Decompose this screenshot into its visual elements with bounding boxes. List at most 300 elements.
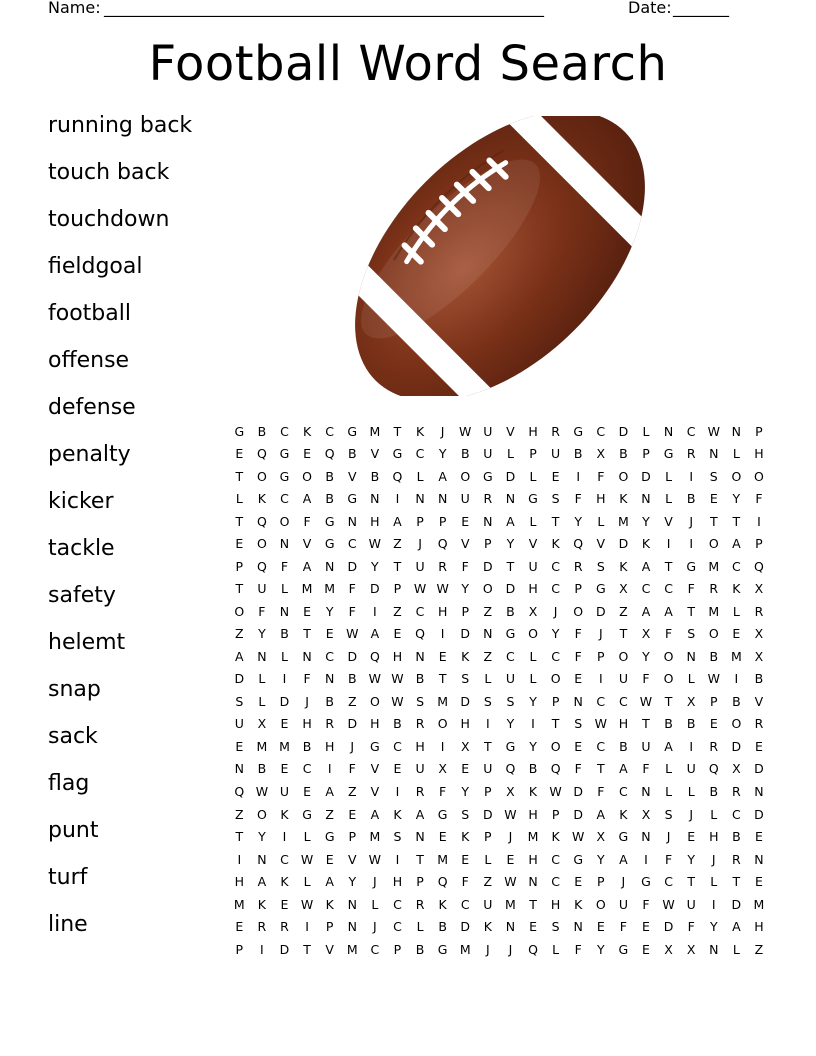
grid-letter[interactable]: B bbox=[573, 446, 583, 462]
grid-letter[interactable]: Y bbox=[348, 874, 357, 890]
grid-letter[interactable]: R bbox=[754, 716, 764, 732]
grid-letter[interactable]: B bbox=[280, 626, 289, 642]
grid-letter[interactable]: K bbox=[461, 648, 470, 664]
grid-letter[interactable]: K bbox=[528, 784, 538, 799]
grid-letter[interactable]: T bbox=[664, 558, 673, 574]
grid-letter[interactable]: F bbox=[574, 761, 582, 777]
grid-letter[interactable]: G bbox=[505, 738, 516, 754]
grid-letter[interactable]: L bbox=[552, 941, 560, 957]
grid-letter[interactable]: L bbox=[484, 671, 492, 687]
grid-letter[interactable]: O bbox=[279, 513, 290, 529]
grid-letter[interactable]: T bbox=[303, 941, 311, 957]
grid-letter[interactable]: D bbox=[483, 558, 493, 574]
grid-letter[interactable]: Y bbox=[529, 738, 537, 754]
grid-letter[interactable]: K bbox=[641, 536, 651, 552]
grid-letter[interactable]: I bbox=[440, 738, 445, 754]
grid-letter[interactable]: W bbox=[368, 536, 382, 552]
grid-letter[interactable]: O bbox=[663, 648, 674, 664]
grid-letter[interactable]: B bbox=[754, 671, 764, 687]
grid-letter[interactable]: D bbox=[731, 896, 742, 912]
grid-letter[interactable]: B bbox=[460, 446, 470, 462]
grid-letter[interactable]: S bbox=[551, 919, 560, 935]
grid-letter[interactable]: B bbox=[302, 738, 312, 754]
grid-letter[interactable]: A bbox=[438, 468, 447, 484]
grid-letter[interactable]: Q bbox=[256, 558, 267, 574]
grid-letter[interactable]: S bbox=[574, 716, 583, 732]
grid-letter[interactable]: N bbox=[347, 513, 357, 529]
grid-letter[interactable]: Y bbox=[325, 603, 334, 619]
grid-letter[interactable]: G bbox=[573, 851, 584, 867]
grid-letter[interactable]: Y bbox=[438, 446, 447, 462]
grid-letter[interactable]: S bbox=[393, 829, 402, 845]
grid-letter[interactable]: X bbox=[754, 626, 764, 642]
grid-letter[interactable]: E bbox=[235, 738, 244, 754]
grid-letter[interactable]: E bbox=[461, 513, 470, 529]
grid-letter[interactable]: D bbox=[505, 468, 516, 484]
grid-letter[interactable]: T bbox=[438, 671, 447, 687]
grid-letter[interactable]: V bbox=[302, 536, 312, 552]
grid-letter[interactable]: H bbox=[392, 648, 403, 664]
grid-letter[interactable]: D bbox=[234, 671, 245, 687]
grid-letter[interactable]: J bbox=[373, 919, 377, 935]
grid-letter[interactable]: U bbox=[415, 761, 425, 777]
grid-letter[interactable]: G bbox=[595, 581, 606, 597]
grid-letter[interactable]: U bbox=[618, 896, 628, 912]
grid-letter[interactable]: M bbox=[324, 581, 336, 597]
grid-letter[interactable]: F bbox=[258, 603, 266, 619]
grid-letter[interactable]: N bbox=[754, 784, 764, 799]
grid-letter[interactable]: N bbox=[347, 896, 357, 912]
grid-letter[interactable]: R bbox=[257, 919, 267, 935]
grid-letter[interactable]: C bbox=[393, 896, 402, 912]
grid-letter[interactable]: P bbox=[642, 446, 650, 462]
grid-letter[interactable]: C bbox=[415, 446, 425, 462]
grid-letter[interactable]: Y bbox=[461, 581, 470, 597]
grid-letter[interactable]: U bbox=[618, 671, 628, 687]
grid-letter[interactable]: N bbox=[686, 648, 696, 664]
grid-letter[interactable]: G bbox=[482, 468, 493, 484]
grid-letter[interactable]: G bbox=[528, 491, 538, 507]
grid-letter[interactable]: P bbox=[484, 784, 492, 799]
grid-letter[interactable]: H bbox=[302, 716, 312, 732]
grid-letter[interactable]: T bbox=[393, 558, 402, 574]
grid-letter[interactable]: I bbox=[260, 941, 264, 957]
grid-letter[interactable]: U bbox=[505, 671, 515, 687]
grid-letter[interactable]: C bbox=[596, 693, 606, 709]
grid-letter[interactable]: L bbox=[732, 446, 740, 462]
grid-letter[interactable]: C bbox=[280, 851, 289, 867]
grid-letter[interactable]: N bbox=[573, 693, 583, 709]
grid-letter[interactable]: M bbox=[279, 738, 290, 754]
grid-letter[interactable]: G bbox=[279, 468, 290, 484]
grid-letter[interactable]: K bbox=[280, 874, 289, 890]
grid-letter[interactable]: U bbox=[686, 761, 696, 777]
grid-letter[interactable]: P bbox=[325, 919, 334, 935]
grid-letter[interactable]: I bbox=[373, 603, 377, 619]
grid-letter[interactable]: N bbox=[709, 941, 719, 957]
grid-letter[interactable]: G bbox=[437, 941, 448, 957]
grid-letter[interactable]: M bbox=[301, 581, 313, 597]
grid-letter[interactable]: B bbox=[619, 738, 628, 754]
grid-letter[interactable]: E bbox=[642, 941, 650, 957]
grid-letter[interactable]: L bbox=[732, 603, 740, 619]
grid-letter[interactable]: P bbox=[461, 603, 469, 619]
grid-letter[interactable]: S bbox=[461, 671, 470, 687]
grid-letter[interactable]: D bbox=[754, 761, 764, 777]
grid-letter[interactable]: P bbox=[709, 693, 718, 709]
grid-letter[interactable]: K bbox=[483, 919, 492, 935]
grid-letter[interactable]: T bbox=[484, 738, 492, 754]
grid-letter[interactable]: I bbox=[282, 671, 287, 687]
grid-letter[interactable]: W bbox=[662, 896, 675, 912]
grid-letter[interactable]: E bbox=[642, 919, 650, 935]
grid-letter[interactable]: E bbox=[393, 761, 402, 777]
grid-letter[interactable]: W bbox=[391, 671, 404, 687]
grid-letter[interactable]: I bbox=[305, 919, 309, 935]
grid-letter[interactable]: O bbox=[369, 693, 380, 709]
grid-letter[interactable]: L bbox=[529, 648, 537, 664]
grid-letter[interactable]: Q bbox=[369, 648, 380, 664]
grid-letter[interactable]: X bbox=[460, 738, 470, 754]
grid-letter[interactable]: S bbox=[551, 491, 560, 507]
grid-letter[interactable]: A bbox=[732, 919, 741, 935]
grid-letter[interactable]: M bbox=[708, 603, 720, 619]
grid-letter[interactable]: J bbox=[418, 536, 422, 552]
grid-letter[interactable]: I bbox=[395, 491, 400, 507]
grid-letter[interactable]: G bbox=[324, 536, 335, 552]
grid-letter[interactable]: N bbox=[324, 671, 335, 687]
grid-letter[interactable]: I bbox=[576, 468, 581, 484]
grid-letter[interactable]: V bbox=[460, 536, 470, 552]
grid-letter[interactable]: M bbox=[505, 896, 516, 912]
grid-letter[interactable]: B bbox=[732, 693, 741, 709]
grid-letter[interactable]: O bbox=[256, 536, 267, 552]
grid-letter[interactable]: J bbox=[666, 829, 671, 845]
grid-letter[interactable]: R bbox=[709, 738, 719, 754]
grid-letter[interactable]: O bbox=[731, 716, 742, 732]
grid-letter[interactable]: T bbox=[732, 874, 741, 890]
grid-letter[interactable]: T bbox=[687, 603, 695, 619]
grid-letter[interactable]: V bbox=[370, 784, 380, 799]
grid-letter[interactable]: F bbox=[348, 761, 356, 777]
grid-letter[interactable]: D bbox=[573, 806, 584, 822]
grid-letter[interactable]: P bbox=[416, 513, 424, 529]
grid-letter[interactable]: P bbox=[484, 829, 492, 845]
grid-letter[interactable]: C bbox=[664, 581, 673, 597]
grid-letter[interactable]: A bbox=[393, 513, 402, 529]
grid-letter[interactable]: F bbox=[664, 626, 673, 642]
grid-letter[interactable]: D bbox=[754, 806, 764, 822]
grid-letter[interactable]: I bbox=[395, 851, 400, 867]
grid-letter[interactable]: Z bbox=[619, 603, 628, 619]
grid-letter[interactable]: B bbox=[325, 468, 334, 484]
grid-letter[interactable]: M bbox=[527, 829, 539, 845]
grid-letter[interactable]: O bbox=[550, 738, 561, 754]
grid-letter[interactable]: J bbox=[485, 941, 490, 957]
grid-letter[interactable]: K bbox=[393, 806, 402, 822]
grid-letter[interactable]: Q bbox=[505, 761, 516, 777]
grid-letter[interactable]: C bbox=[347, 536, 357, 552]
grid-letter[interactable]: E bbox=[348, 806, 357, 822]
grid-letter[interactable]: A bbox=[619, 851, 628, 867]
grid-letter[interactable]: X bbox=[754, 648, 764, 664]
grid-letter[interactable]: T bbox=[416, 851, 424, 867]
grid-letter[interactable]: G bbox=[618, 829, 629, 845]
grid-letter[interactable]: H bbox=[392, 874, 403, 890]
grid-letter[interactable]: C bbox=[393, 919, 402, 935]
grid-letter[interactable]: K bbox=[325, 896, 334, 912]
grid-letter[interactable]: C bbox=[596, 738, 606, 754]
grid-letter[interactable]: O bbox=[460, 468, 471, 484]
grid-letter[interactable]: I bbox=[689, 738, 694, 754]
grid-letter[interactable]: F bbox=[687, 919, 695, 935]
grid-letter[interactable]: L bbox=[416, 919, 424, 935]
grid-letter[interactable]: L bbox=[281, 648, 288, 664]
grid-letter[interactable]: Y bbox=[371, 558, 379, 574]
grid-letter[interactable]: Y bbox=[574, 513, 583, 529]
grid-letter[interactable]: K bbox=[619, 806, 628, 822]
grid-letter[interactable]: Y bbox=[506, 716, 515, 732]
grid-letter[interactable]: N bbox=[731, 423, 742, 439]
grid-letter[interactable]: G bbox=[279, 446, 290, 462]
grid-letter[interactable]: E bbox=[393, 626, 402, 642]
grid-letter[interactable]: B bbox=[257, 761, 267, 777]
grid-letter[interactable]: C bbox=[551, 874, 560, 890]
grid-letter[interactable]: G bbox=[641, 874, 651, 890]
grid-letter[interactable]: W bbox=[346, 626, 359, 642]
grid-letter[interactable]: S bbox=[483, 693, 492, 709]
grid-letter[interactable]: Q bbox=[708, 761, 719, 777]
grid-letter[interactable]: E bbox=[506, 851, 515, 867]
grid-letter[interactable]: T bbox=[664, 693, 673, 709]
grid-letter[interactable]: M bbox=[369, 829, 381, 845]
grid-letter[interactable]: B bbox=[709, 648, 719, 664]
grid-letter[interactable]: C bbox=[280, 491, 289, 507]
grid-letter[interactable]: O bbox=[708, 626, 719, 642]
grid-letter[interactable]: R bbox=[415, 716, 425, 732]
grid-letter[interactable]: N bbox=[709, 446, 719, 462]
grid-letter[interactable]: D bbox=[347, 716, 358, 732]
grid-letter[interactable]: D bbox=[618, 423, 629, 439]
grid-letter[interactable]: S bbox=[235, 693, 244, 709]
grid-letter[interactable]: H bbox=[437, 603, 448, 619]
grid-letter[interactable]: A bbox=[641, 558, 651, 574]
grid-letter[interactable]: D bbox=[460, 693, 471, 709]
grid-letter[interactable]: Q bbox=[392, 468, 403, 484]
grid-letter[interactable]: Q bbox=[437, 536, 448, 552]
grid-letter[interactable]: Z bbox=[235, 626, 244, 642]
grid-letter[interactable]: G bbox=[302, 806, 312, 822]
grid-letter[interactable]: G bbox=[505, 626, 516, 642]
grid-letter[interactable]: O bbox=[528, 626, 538, 642]
date-blank-line[interactable]: _______ bbox=[673, 0, 729, 17]
grid-letter[interactable]: Q bbox=[528, 941, 538, 957]
grid-letter[interactable]: I bbox=[644, 851, 648, 867]
grid-letter[interactable]: F bbox=[597, 784, 605, 799]
grid-letter[interactable]: E bbox=[461, 851, 470, 867]
grid-letter[interactable]: F bbox=[574, 626, 582, 642]
grid-letter[interactable]: E bbox=[280, 716, 289, 732]
grid-letter[interactable]: O bbox=[302, 468, 312, 484]
grid-letter[interactable]: E bbox=[755, 738, 763, 754]
grid-letter[interactable]: A bbox=[325, 784, 334, 799]
grid-letter[interactable]: D bbox=[279, 693, 290, 709]
grid-letter[interactable]: H bbox=[754, 919, 764, 935]
grid-letter[interactable]: T bbox=[506, 558, 515, 574]
grid-letter[interactable]: O bbox=[256, 806, 267, 822]
grid-letter[interactable]: F bbox=[642, 896, 650, 912]
grid-letter[interactable]: T bbox=[393, 423, 402, 439]
grid-letter[interactable]: F bbox=[687, 581, 695, 597]
grid-letter[interactable]: F bbox=[642, 671, 650, 687]
grid-letter[interactable]: Q bbox=[324, 446, 335, 462]
grid-letter[interactable]: U bbox=[483, 423, 493, 439]
grid-letter[interactable]: D bbox=[460, 919, 471, 935]
grid-letter[interactable]: P bbox=[551, 806, 560, 822]
grid-letter[interactable]: M bbox=[753, 896, 765, 912]
grid-letter[interactable]: E bbox=[732, 626, 741, 642]
grid-letter[interactable]: N bbox=[279, 536, 290, 552]
grid-letter[interactable]: D bbox=[573, 784, 584, 799]
grid-letter[interactable]: R bbox=[686, 446, 696, 462]
grid-letter[interactable]: X bbox=[596, 829, 606, 845]
grid-letter[interactable]: E bbox=[596, 919, 605, 935]
grid-letter[interactable]: D bbox=[347, 558, 358, 574]
grid-letter[interactable]: B bbox=[664, 716, 673, 732]
grid-letter[interactable]: K bbox=[619, 491, 628, 507]
grid-letter[interactable]: P bbox=[438, 513, 447, 529]
grid-letter[interactable]: U bbox=[483, 761, 493, 777]
grid-letter[interactable]: H bbox=[528, 423, 538, 439]
grid-letter[interactable]: A bbox=[302, 491, 312, 507]
grid-letter[interactable]: A bbox=[732, 536, 741, 552]
grid-letter[interactable]: V bbox=[506, 423, 515, 439]
grid-letter[interactable]: W bbox=[639, 693, 653, 709]
grid-letter[interactable]: S bbox=[664, 806, 673, 822]
grid-letter[interactable]: D bbox=[347, 648, 358, 664]
grid-letter[interactable]: E bbox=[303, 446, 312, 462]
grid-letter[interactable]: T bbox=[709, 513, 718, 529]
grid-letter[interactable]: N bbox=[234, 761, 244, 777]
grid-letter[interactable]: W bbox=[707, 423, 720, 439]
grid-letter[interactable]: B bbox=[619, 446, 628, 462]
grid-letter[interactable]: A bbox=[325, 874, 334, 890]
grid-letter[interactable]: W bbox=[300, 896, 314, 912]
grid-letter[interactable]: Y bbox=[709, 919, 718, 935]
grid-letter[interactable]: H bbox=[460, 716, 470, 732]
grid-letter[interactable]: C bbox=[619, 693, 628, 709]
grid-letter[interactable]: X bbox=[641, 806, 651, 822]
grid-letter[interactable]: V bbox=[528, 536, 538, 552]
grid-letter[interactable]: J bbox=[621, 874, 626, 890]
grid-letter[interactable]: C bbox=[325, 648, 335, 664]
grid-letter[interactable]: C bbox=[731, 806, 741, 822]
grid-letter[interactable]: P bbox=[235, 941, 244, 957]
grid-letter[interactable]: T bbox=[551, 513, 560, 529]
grid-letter[interactable]: H bbox=[324, 738, 335, 754]
grid-letter[interactable]: B bbox=[325, 693, 334, 709]
grid-letter[interactable]: H bbox=[370, 513, 380, 529]
grid-letter[interactable]: X bbox=[438, 761, 447, 777]
grid-letter[interactable]: O bbox=[618, 468, 629, 484]
grid-letter[interactable]: J bbox=[598, 626, 603, 642]
grid-letter[interactable]: A bbox=[370, 806, 380, 822]
grid-letter[interactable]: N bbox=[324, 558, 335, 574]
grid-letter[interactable]: Y bbox=[506, 536, 515, 552]
grid-letter[interactable]: J bbox=[440, 423, 445, 439]
grid-letter[interactable]: O bbox=[256, 468, 267, 484]
grid-letter[interactable]: E bbox=[235, 536, 244, 552]
grid-letter[interactable]: M bbox=[730, 648, 742, 664]
grid-letter[interactable]: Q bbox=[415, 626, 425, 642]
grid-letter[interactable]: X bbox=[664, 941, 673, 957]
grid-letter[interactable]: E bbox=[235, 919, 244, 935]
grid-letter[interactable]: X bbox=[732, 761, 741, 777]
grid-letter[interactable]: W bbox=[255, 784, 269, 799]
grid-letter[interactable]: G bbox=[234, 423, 245, 439]
grid-letter[interactable]: U bbox=[279, 784, 290, 799]
grid-letter[interactable]: B bbox=[370, 468, 380, 484]
grid-letter[interactable]: A bbox=[506, 513, 515, 529]
grid-letter[interactable]: F bbox=[461, 558, 469, 574]
grid-letter[interactable]: Z bbox=[483, 648, 493, 664]
grid-letter[interactable]: W bbox=[504, 806, 517, 822]
grid-letter[interactable]: H bbox=[596, 491, 606, 507]
grid-letter[interactable]: R bbox=[754, 603, 764, 619]
grid-letter[interactable]: T bbox=[642, 716, 650, 732]
grid-letter[interactable]: J bbox=[350, 738, 355, 754]
grid-letter[interactable]: Q bbox=[754, 558, 764, 574]
grid-letter[interactable]: Y bbox=[596, 851, 605, 867]
grid-letter[interactable]: H bbox=[528, 581, 538, 597]
grid-letter[interactable]: E bbox=[280, 896, 289, 912]
grid-letter[interactable]: Y bbox=[258, 626, 266, 642]
grid-letter[interactable]: C bbox=[686, 423, 696, 439]
grid-letter[interactable]: K bbox=[415, 423, 425, 439]
grid-letter[interactable]: A bbox=[596, 806, 606, 822]
grid-letter[interactable]: L bbox=[665, 784, 673, 799]
grid-letter[interactable]: Y bbox=[461, 784, 470, 799]
grid-letter[interactable]: R bbox=[415, 784, 425, 799]
grid-letter[interactable]: L bbox=[506, 446, 514, 462]
grid-letter[interactable]: H bbox=[528, 851, 538, 867]
grid-letter[interactable]: E bbox=[709, 716, 718, 732]
grid-letter[interactable]: W bbox=[300, 851, 314, 867]
grid-letter[interactable]: U bbox=[686, 896, 696, 912]
grid-letter[interactable]: P bbox=[348, 829, 357, 845]
grid-letter[interactable]: C bbox=[551, 581, 560, 597]
grid-letter[interactable]: X bbox=[528, 603, 538, 619]
grid-letter[interactable]: J bbox=[689, 806, 694, 822]
grid-letter[interactable]: I bbox=[734, 671, 739, 687]
grid-letter[interactable]: M bbox=[369, 423, 381, 439]
grid-letter[interactable]: N bbox=[573, 919, 583, 935]
grid-letter[interactable]: L bbox=[281, 581, 288, 597]
grid-letter[interactable]: L bbox=[529, 513, 537, 529]
grid-letter[interactable]: E bbox=[529, 919, 537, 935]
grid-letter[interactable]: T bbox=[235, 829, 244, 845]
grid-letter[interactable]: L bbox=[235, 491, 243, 507]
grid-letter[interactable]: E bbox=[755, 829, 763, 845]
grid-letter[interactable]: G bbox=[347, 423, 358, 439]
grid-letter[interactable]: W bbox=[572, 829, 585, 845]
grid-letter[interactable]: D bbox=[505, 581, 516, 597]
grid-letter[interactable]: R bbox=[551, 423, 560, 439]
grid-letter[interactable]: F bbox=[303, 671, 311, 687]
grid-letter[interactable]: W bbox=[368, 851, 382, 867]
grid-letter[interactable]: E bbox=[709, 491, 718, 507]
grid-letter[interactable]: M bbox=[617, 513, 629, 529]
